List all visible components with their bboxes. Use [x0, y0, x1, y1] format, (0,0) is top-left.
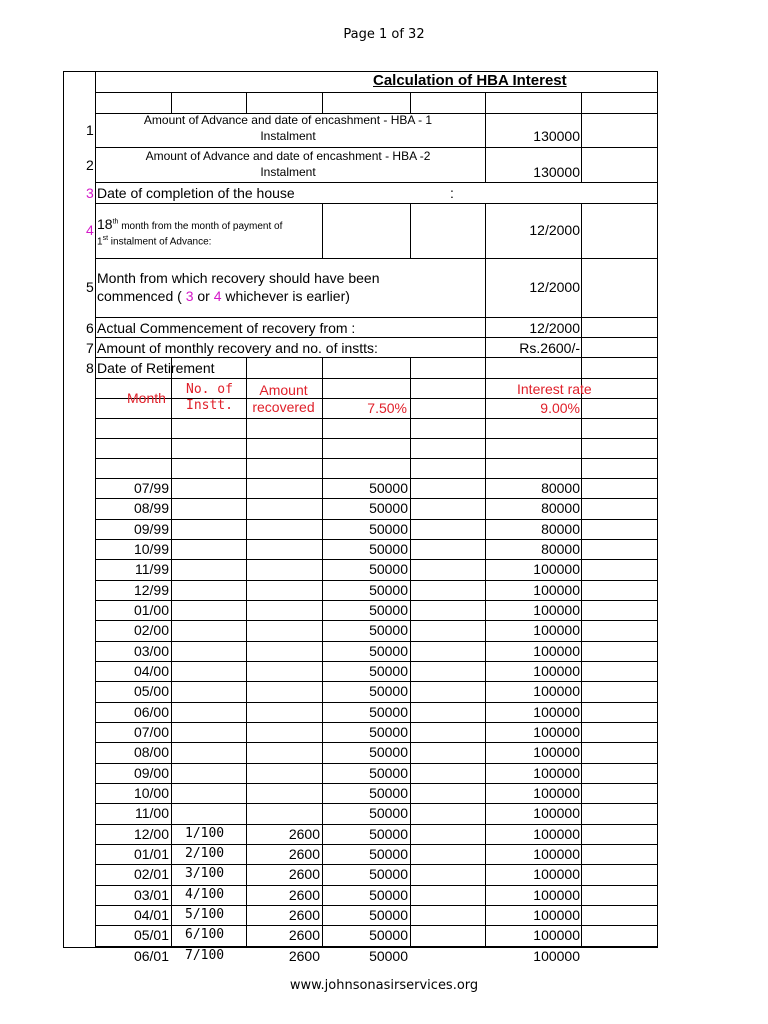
- balance-9-cell: 100000: [533, 704, 580, 720]
- balance-7-5-cell: 50000: [369, 826, 408, 842]
- instt-cell: 4/100: [185, 887, 225, 902]
- recovered-cell: 2600: [288, 948, 320, 964]
- balance-9-cell: 100000: [533, 887, 580, 903]
- row-5-ref-4: 4: [213, 288, 222, 304]
- balance-7-5-cell: 50000: [369, 663, 408, 679]
- grid-line: [485, 358, 486, 378]
- balance-9-cell: 100000: [533, 582, 580, 598]
- month-cell: 10/99: [133, 541, 169, 557]
- grid-line: [410, 203, 411, 258]
- grid-line: [322, 378, 323, 948]
- grid-line: [95, 418, 658, 419]
- instt-cell: 7/100: [185, 948, 225, 963]
- row-1-value: 130000: [533, 128, 580, 144]
- balance-9-cell: 100000: [533, 907, 580, 923]
- row-6-value: 12/2000: [529, 320, 580, 336]
- grid-line: [95, 783, 658, 784]
- balance-9-cell: 100000: [533, 561, 580, 577]
- grid-line: [95, 844, 658, 845]
- row-4-label-big: 18: [97, 216, 113, 232]
- row-3-label: Date of completion of the house: [97, 185, 295, 201]
- balance-9-cell: 100000: [533, 948, 580, 964]
- grid-line: [95, 864, 658, 865]
- grid-line: [246, 92, 247, 113]
- grid-line: [410, 378, 411, 948]
- row-4-label-rest1: month from the month of payment of: [118, 221, 283, 232]
- hba-interest-sheet: [63, 71, 658, 964]
- row-number-5: 5: [86, 279, 94, 295]
- row-3-colon: :: [450, 185, 454, 201]
- grid-line: [322, 203, 323, 258]
- recovered-cell: 2600: [288, 866, 320, 882]
- grid-line: [410, 92, 411, 113]
- instt-cell: 3/100: [185, 866, 225, 881]
- row-5-ref-3: 3: [185, 288, 194, 304]
- grid-line: [95, 337, 658, 338]
- row-4-label-line2b: instalment of Advance:: [108, 236, 212, 248]
- row-6-label: Actual Commencement of recovery from :: [97, 320, 356, 336]
- balance-9-cell: 100000: [533, 805, 580, 821]
- grid-line: [95, 925, 658, 926]
- balance-7-5-cell: 50000: [369, 500, 408, 516]
- grid-line: [95, 641, 658, 642]
- sheet-title: Calculation of HBA Interest: [373, 72, 567, 89]
- grid-line: [95, 203, 658, 204]
- balance-7-5-cell: 50000: [369, 866, 408, 882]
- balance-9-cell: 100000: [533, 663, 580, 679]
- row-number-7: 7: [86, 340, 94, 356]
- instt-cell: 1/100: [185, 826, 225, 841]
- grid-line: [95, 885, 658, 886]
- rate-2: 9.00%: [540, 400, 580, 416]
- balance-7-5-cell: 50000: [369, 480, 408, 496]
- balance-9-cell: 100000: [533, 785, 580, 801]
- month-cell: 02/00: [133, 622, 169, 638]
- balance-7-5-cell: 50000: [369, 744, 408, 760]
- balance-9-cell: 100000: [533, 602, 580, 618]
- balance-7-5-cell: 50000: [369, 948, 408, 964]
- month-cell: 05/00: [133, 683, 169, 699]
- balance-9-cell: 100000: [533, 724, 580, 740]
- month-cell: 01/01: [133, 846, 169, 862]
- month-cell: 08/99: [133, 500, 169, 516]
- month-cell: 02/01: [133, 866, 169, 882]
- grid-line: [95, 519, 658, 520]
- row-number-3: 3: [86, 185, 94, 201]
- row-2-value: 130000: [533, 164, 580, 180]
- row-number-8: 8: [86, 360, 94, 376]
- row-8-label: Date of Retirement: [97, 360, 215, 376]
- month-cell: 03/00: [133, 643, 169, 659]
- row-4-label-line2a: 1: [97, 236, 103, 248]
- row-7-value: Rs.2600/-: [519, 340, 580, 356]
- month-cell: 11/00: [135, 805, 169, 821]
- recovered-cell: 2600: [288, 907, 320, 923]
- balance-9-cell: 80000: [541, 541, 580, 557]
- recovered-cell: 2600: [288, 927, 320, 943]
- row-5-label-line2c: whichever is earlier): [221, 288, 350, 304]
- month-cell: 09/00: [133, 765, 169, 781]
- grid-line: [95, 661, 658, 662]
- grid-line: [95, 539, 658, 540]
- grid-line: [581, 258, 582, 358]
- row-4-value: 12/2000: [529, 222, 580, 238]
- row-5-value: 12/2000: [529, 279, 580, 295]
- row-4-label-line1: [97, 216, 282, 233]
- row-number-6: 6: [86, 320, 94, 336]
- grid-line: [322, 358, 323, 378]
- balance-9-cell: 100000: [533, 927, 580, 943]
- balance-7-5-cell: 50000: [369, 602, 408, 618]
- balance-7-5-cell: 50000: [369, 561, 408, 577]
- balance-7-5-cell: 50000: [369, 622, 408, 638]
- grid-line: [581, 203, 582, 258]
- grid-line: [95, 438, 658, 439]
- grid-line: [95, 946, 658, 947]
- grid-line: [485, 378, 486, 948]
- instt-header-line1: No. of: [186, 382, 233, 397]
- grid-line: [95, 378, 658, 379]
- grid-line: [95, 600, 658, 601]
- balance-7-5-cell: 50000: [369, 765, 408, 781]
- row-5-label-line2a: commenced (: [97, 288, 186, 304]
- grid-line: [95, 317, 658, 318]
- instt-cell: 6/100: [185, 927, 225, 942]
- balance-9-cell: 100000: [533, 744, 580, 760]
- month-cell: 08/00: [133, 744, 169, 760]
- month-cell: 06/00: [133, 704, 169, 720]
- month-cell: 10/00: [133, 785, 169, 801]
- month-cell: 06/01: [133, 948, 169, 964]
- grid-line: [322, 92, 323, 113]
- row-5-label-line2: [97, 288, 350, 304]
- instt-cell: 5/100: [185, 907, 225, 922]
- balance-7-5-cell: 50000: [369, 846, 408, 862]
- grid-line: [246, 378, 247, 948]
- grid-line: [171, 92, 172, 113]
- grid-line: [95, 722, 658, 723]
- grid-line: [95, 92, 658, 93]
- grid-line: [95, 763, 658, 764]
- month-cell: 05/01: [133, 927, 169, 943]
- balance-7-5-cell: 50000: [369, 724, 408, 740]
- grid-line: [95, 398, 658, 399]
- grid-line: [95, 803, 658, 804]
- rate-1: 7.50%: [367, 400, 407, 416]
- month-cell: 07/99: [133, 480, 169, 496]
- row-number-2: 2: [86, 157, 94, 173]
- balance-7-5-cell: 50000: [369, 643, 408, 659]
- month-cell: 03/01: [133, 887, 169, 903]
- balance-9-cell: 80000: [541, 480, 580, 496]
- recovered-cell: 2600: [288, 826, 320, 842]
- grid-line: [95, 702, 658, 703]
- balance-7-5-cell: 50000: [369, 785, 408, 801]
- row-number-1: 1: [86, 122, 94, 138]
- grid-line: [95, 559, 658, 560]
- instt-header-line2: Instt.: [186, 398, 233, 413]
- balance-9-cell: 100000: [533, 622, 580, 638]
- balance-7-5-cell: 50000: [369, 521, 408, 537]
- grid-line: [63, 71, 658, 72]
- grid-line: [246, 358, 247, 378]
- balance-7-5-cell: 50000: [369, 541, 408, 557]
- balance-9-cell: 80000: [541, 500, 580, 516]
- row-7-label: Amount of monthly recovery and no. of instts:: [97, 340, 378, 356]
- grid-line: [410, 358, 411, 378]
- month-cell: 12/00: [133, 826, 169, 842]
- grid-line: [581, 358, 582, 378]
- row-2-label-line2: Instalment: [260, 165, 316, 179]
- month-header: Month: [127, 390, 166, 406]
- balance-9-cell: 100000: [533, 846, 580, 862]
- grid-line: [581, 92, 582, 113]
- row-number-4: 4: [86, 222, 94, 238]
- balance-7-5-cell: 50000: [369, 887, 408, 903]
- grid-line: [95, 681, 658, 682]
- grid-line: [63, 71, 64, 948]
- balance-7-5-cell: 50000: [369, 683, 408, 699]
- row-2-label-line1: Amount of Advance and date of encashment - HBA -2: [145, 149, 431, 163]
- grid-line: [95, 824, 658, 825]
- recovered-cell: 2600: [288, 846, 320, 862]
- page-header: Page 1 of 32: [343, 27, 425, 42]
- row-1-label-line2: Instalment: [260, 129, 316, 143]
- balance-9-cell: 80000: [541, 521, 580, 537]
- month-cell: 01/00: [133, 602, 169, 618]
- grid-line: [95, 478, 658, 479]
- grid-line: [171, 378, 172, 948]
- grid-line: [95, 905, 658, 906]
- grid-line: [95, 580, 658, 581]
- grid-line: [581, 113, 582, 182]
- page-footer: www.johnsonasirservices.org: [289, 978, 479, 993]
- balance-9-cell: 100000: [533, 643, 580, 659]
- balance-7-5-cell: 50000: [369, 907, 408, 923]
- grid-line: [95, 498, 658, 499]
- month-cell: 04/00: [133, 663, 169, 679]
- row-1-label-line1: Amount of Advance and date of encashment - HBA - 1: [143, 113, 433, 127]
- balance-7-5-cell: 50000: [369, 927, 408, 943]
- grid-line: [95, 182, 658, 183]
- instt-cell: 2/100: [185, 846, 225, 861]
- row-5-label-line1: Month from which recovery should have been: [97, 270, 380, 286]
- balance-9-cell: 100000: [533, 866, 580, 882]
- grid-line: [95, 258, 658, 259]
- amount-header-line2: recovered: [252, 399, 315, 415]
- recovered-cell: 2600: [288, 887, 320, 903]
- row-4-sup-1: th: [112, 218, 119, 226]
- balance-7-5-cell: 50000: [369, 582, 408, 598]
- grid-line: [95, 458, 658, 459]
- month-cell: 09/99: [133, 521, 169, 537]
- interest-rate-header: Interest rate: [517, 381, 592, 397]
- grid-line: [581, 378, 582, 948]
- row-4-label-line2: [97, 233, 211, 248]
- month-cell: 12/99: [133, 582, 169, 598]
- grid-line: [95, 357, 658, 358]
- grid-line: [485, 92, 486, 113]
- row-4-sup-2: st: [102, 235, 109, 242]
- balance-9-cell: 100000: [533, 683, 580, 699]
- row-5-label-line2b: or: [193, 288, 214, 304]
- month-cell: 04/01: [133, 907, 169, 923]
- balance-9-cell: 100000: [533, 826, 580, 842]
- balance-9-cell: 100000: [533, 765, 580, 781]
- grid-line: [95, 742, 658, 743]
- balance-7-5-cell: 50000: [369, 805, 408, 821]
- month-cell: 07/00: [133, 724, 169, 740]
- grid-line: [95, 620, 658, 621]
- month-cell: 11/99: [135, 561, 169, 577]
- grid-line: [95, 147, 658, 148]
- amount-header-line1: Amount: [259, 382, 308, 398]
- balance-7-5-cell: 50000: [369, 704, 408, 720]
